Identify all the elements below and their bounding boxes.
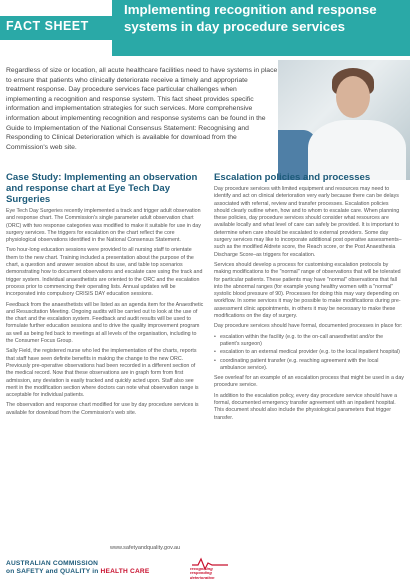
website-link[interactable]: www.safetyandquality.gov.au: [110, 545, 181, 551]
list-item: • escalation to an external medical provider (e.g. to the local inpatient hospital): [214, 349, 404, 356]
intro-text: Regardless of size or location, all acute healthcare facilities need to have systems in place to ensure that patients who clinically deteriorate receive a timely and appropriate treatment response. Day procedure services face particular challenges when implementing a recognition and response system. This fact sheet provides specific information and implementation strategies for such services. More comprehensive information about implementing recognition and response systems can be found in the Guide to Implementation of the National Consensus Statement: Recognising and Responding to Clinical Deterioration which is available for download from the Commission's web site.: [6, 67, 278, 151]
rr-line-1: recognising: [190, 566, 213, 571]
logo-line-2-b: HEALTH CARE: [100, 568, 150, 575]
escalation-paragraph: Day procedure services with limited equipment and resources may need to identify and act on clinical deterioration very early because there can be delays associated with referral, review and transfer processes. Escalation policies should clearly outline when, how and to whom to escalate care. When planning these policies, day procedure services should consider what resources are available locally and what level of care can safely be provided. It is important to determine when care should be escalated to external providers. Some day surgery services may like to incorporate additional post operative assessments–such as the modified Aldrete score, the Reach score, or the Post Anaesthesia Discharge Score–as triggers for escalation.: [214, 186, 402, 258]
case-study-paragraph: Two hour-long education sessions were provided to all nursing staff to orientate them to the new chart. Training included a presentation about the purpose of the chart, a question and answer session about its use, and table top scenarios demonstrating how to document observations and escalate care using the track and trigger system. Individual anaesthetists are oriented to the ORC and the escalation process prior to commencing their operating lists. Annual updates will be incorporated into compulsory CRISIS DAY education sessions.: [6, 247, 203, 298]
escalation-paragraph: In addition to the escalation policy, every day procedure service should have a formal, documented emergency transfer agreement with an inpatient hospital. This document should also include the physiological parameters that trigger transfer.: [214, 392, 398, 421]
logo-line-1: AUSTRALIAN COMMISSION: [6, 560, 99, 567]
rr-line-3: deterioration: [190, 574, 215, 580]
escalation-heading: Escalation policies and processes: [214, 172, 371, 183]
escalation-process-list: [214, 334, 404, 372]
case-study-column: [6, 172, 204, 420]
title-block: [112, 0, 410, 56]
fact-sheet-badge: FACT SHEET: [6, 19, 89, 33]
escalation-paragraph: See overleaf for an example of an escalation process that might be used in a day procedure service.: [214, 375, 404, 389]
escalation-column: [214, 172, 404, 425]
list-item: • escalation within the facility (e.g. to the on-call anaesthetist and/or the patient's surgeon): [214, 334, 404, 349]
case-study-paragraph: The observation and response chart modified for use by day procedure services is available for download from the Commission's web site.: [6, 402, 199, 416]
escalation-paragraph: Day procedure services should have formal, documented processes in place for:: [214, 323, 403, 330]
page-title: Implementing recognition and response systems in day procedure services: [124, 2, 377, 34]
page-header: [0, 0, 410, 60]
rr-logo-text: [190, 567, 214, 580]
logo-line-2-a: on SAFETY and QUALITY in: [6, 568, 99, 575]
case-study-paragraph: Sally Field, the registered nurse who led the implementation of the charts, reports that staff have seen definite benefits in making the change to the new ORC. Previously pre-operative observations had been recorded in a different section of the medical record. Now that these observations are in graph form from first admission, any deviation is easily tracked and quickly acted upon. Staff also see merit in the modification section where doctors can note what observation range is acceptable for individual patients.: [6, 348, 199, 399]
case-study-heading: Case Study: Implementing an observation and response chart at Eye Tech Day Surgeries: [6, 172, 198, 205]
commission-logo: [6, 560, 206, 576]
rr-line-2: responding: [190, 570, 212, 576]
logo-line-2: [6, 568, 206, 576]
escalation-paragraph: Services should develop a process for customising escalation protocols by making modifications to the "normal" range of observations that will be tolerated for particular patients. These patients may have "normal" observations that fall into the abnormal ranges (for example young healthy women with a "normal" systolic blood pressure of 90). Processes for doing this may vary depending on workflow. In some services it may be possible to make modifications during pre-assessment clinic appointments, in others it may be necessary to make these modifications on the day of surgery.: [214, 261, 401, 320]
case-study-paragraph: Feedback from the anaesthetists will be listed as an agenda item for the Anaesthetic and Resuscitation Meeting. Ongoing audits will be carried out to look at the use of the chart and the escalation system. Feedback and audit results will be used to formulate further education sessions and to drive the quality improvement program as well as being fed back to meetings at all levels of the organisation, including to the Consumer Focus Group.: [6, 301, 204, 345]
intro-paragraph: [6, 66, 404, 152]
list-item: • coordinating patient transfer (e.g. reaching agreement with the local ambulance service).: [214, 358, 404, 373]
case-study-paragraph: Eye Tech Day Surgeries recently implemented a track and trigger adult observation and response chart. The Commission's single parameter adult observation chart (ORC) with two response categories was modified to make it suitable for use in day surgery services. The triggers for escalation on the chart reflect the core physiological observations identified in the National Consensus Statement.: [6, 208, 201, 244]
